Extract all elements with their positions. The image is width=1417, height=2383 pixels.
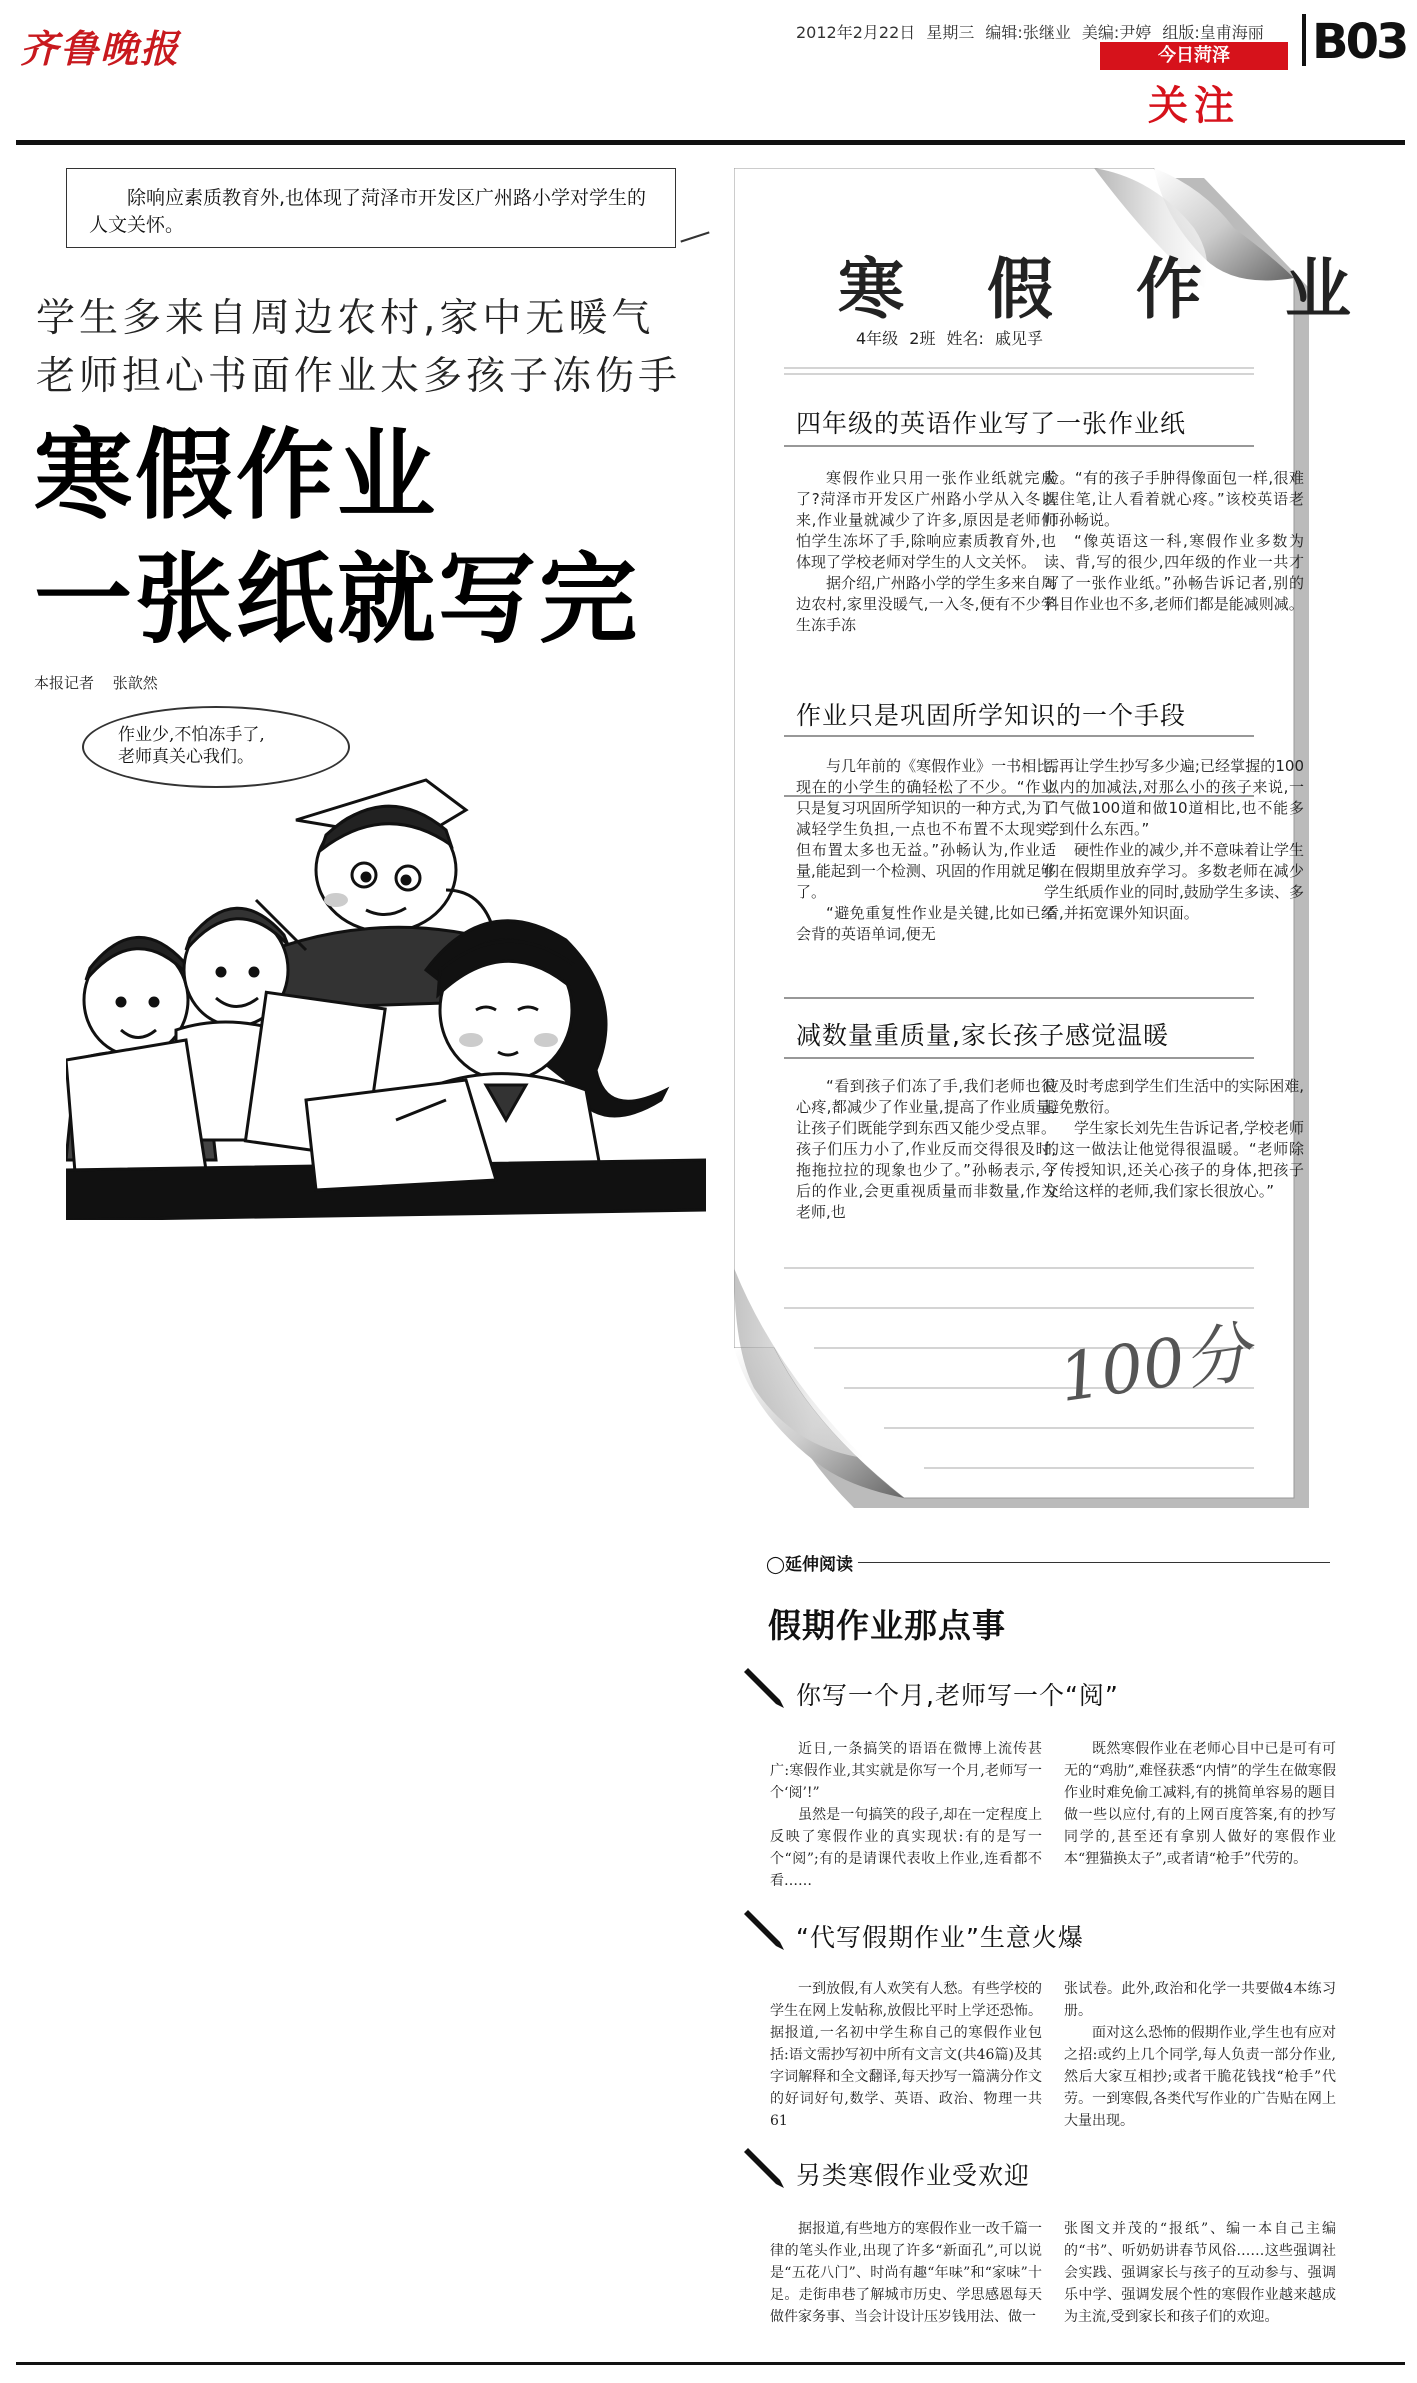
lead-box: 除响应素质教育外,也体现了菏泽市开发区广州路小学对学生的人文关怀。 xyxy=(66,168,676,248)
paper-class-line: 4年级 2班 姓名: 戚见孚 xyxy=(856,329,1044,348)
paragraph: 张图文并茂的“报纸”、编一本自己主编的“书”、听奶奶讲春节风俗……这些强调社会实践、强调家长与孩子的互动参与、强调乐中学、强调发展个性的寒假作业越来越成为主流,受到家长和孩子们的欢迎。 xyxy=(1064,2221,1336,2325)
section-label: 关注 xyxy=(1148,83,1240,129)
paragraph: 面对这么恐怖的假期作业,学生也有应对之招:或约上几个同学,每人负责一部分作业,然后大家互相抄;或者干脆花钱找“枪手”代劳。一到寒假,各类代写作业的广告贴在网上大量出现。 xyxy=(1064,2025,1336,2129)
extended-item-right-column xyxy=(1064,1738,1336,1870)
byline: 本报记者 张歆然 xyxy=(34,674,158,692)
paragraph: 硬性作业的减少,并不意味着让学生们在假期里放弃学习。多数老师在减少学生纸质作业的同时,鼓励学生多读、多看,并拓宽课外知识面。 xyxy=(1044,841,1304,922)
extended-reading-label xyxy=(766,1550,853,1575)
score-mark: 100分 xyxy=(1054,1313,1256,1417)
paragraph: 据介绍,广州路小学的学生多来自周边农村,家里没暖气,一入冬,便有不少学生冻手冻 xyxy=(796,574,1056,634)
circle-bullet-icon: ◯ xyxy=(766,1555,786,1575)
extended-item-heading: “代写假期作业”生意火爆 xyxy=(796,1923,1084,1952)
pen-icon xyxy=(742,2144,788,2190)
subheadline-line: 学生多来自周边农村,家中无暖气 xyxy=(36,296,655,341)
issue-meta: 2012年2月22日 星期三 编辑:张继业 美编:尹婷 组版:皇甫海丽 xyxy=(796,23,1264,42)
paper-section-right-column xyxy=(1044,1076,1304,1202)
extended-reading-text: 延伸阅读 xyxy=(785,1555,854,1575)
speech-line: 作业少,不怕冻手了, xyxy=(118,725,265,745)
paper-section-heading: 减数量重质量,家长孩子感觉温暖 xyxy=(796,1021,1169,1050)
paragraph: “像英语这一科,寒假作业多数为读、背,写的很少,四年级的作业一共才写了一张作业纸。”孙畅告诉记者,别的科目作业也不多,老师们都是能减则减。 xyxy=(1044,532,1304,613)
extended-item-heading: 你写一个月,老师写一个“阅” xyxy=(796,1681,1119,1710)
paper-section-left-column xyxy=(796,1076,1056,1223)
extended-item-left-column xyxy=(770,1738,1042,1892)
paragraph: 应及时考虑到学生们生活中的实际困难,避免敷衍。 xyxy=(1044,1077,1304,1116)
extended-item-right-column xyxy=(1064,2218,1336,2328)
paragraph: 据报道,有些地方的寒假作业一改千篇一律的笔头作业,出现了许多“新面孔”,可以说是“五花八门”、时尚有趣“年味”和“家味”十足。走街串巷了解城市历史、学思感恩每天做件家务事、当会计设计压岁钱用法、做一 xyxy=(770,2221,1042,2325)
paragraph: 张试卷。此外,政治和化学一共要做4本练习册。 xyxy=(1064,1981,1336,2019)
paper-section-left-column xyxy=(796,756,1056,945)
headline-line: 一张纸就写完 xyxy=(34,543,641,657)
paper-section-heading: 四年级的英语作业写了一张作业纸 xyxy=(796,409,1187,438)
paper-section-heading: 作业只是巩固所学知识的一个手段 xyxy=(796,701,1187,730)
paragraph: “看到孩子们冻了手,我们老师也很心疼,都减少了作业量,提高了作业质量,让孩子们既能学到东西又能少受点罪。孩子们压力小了,作业反而交得很及时,拖拖拉拉的现象也少了。”孙畅表示,今后的作业,会更重视质量而非数量,作为老师,也 xyxy=(796,1077,1056,1221)
extended-item-right-column xyxy=(1064,1978,1336,2132)
subheadline xyxy=(36,290,681,406)
paragraph: 寒假作业只用一张作业纸就完成了?菏泽市开发区广州路小学从入冬以来,作业量就减少了许多,原因是老师们怕学生冻坏了手,除响应素质教育外,也体现了学校老师对学生的人文关怀。 xyxy=(796,469,1056,571)
page-number: B03 xyxy=(1312,14,1407,70)
speech-bubble xyxy=(82,706,350,788)
cartoon-illustration xyxy=(66,740,706,1220)
paragraph: 既然寒假作业在老师心目中已是可有可无的“鸡肋”,难怪获悉“内情”的学生在做寒假作业时难免偷工减料,有的挑简单容易的题目做一些以应付,有的上网百度答案,有的抄写同学的,甚至还有拿别人做好的寒假作业本“狸猫换太子”,或者请“枪手”代劳的。 xyxy=(1064,1741,1336,1867)
paper-section-right-column xyxy=(1044,756,1304,924)
paper-section-right-column xyxy=(1044,468,1304,615)
extended-reading-rule xyxy=(858,1562,1330,1563)
paragraph: “避免重复性作业是关键,比如已经会背的英语单词,便无 xyxy=(796,904,1056,943)
subheadline-line: 老师担心书面作业太多孩子冻伤手 xyxy=(36,354,682,399)
header-rule xyxy=(16,140,1405,145)
paragraph: 一到放假,有人欢笑有人愁。有些学校的学生在网上发帖称,放假比平时上学还恐怖。据报道,一名初中学生称自己的寒假作业包括:语文需抄写初中所有文言文(共46篇)及其字词解释和全文翻译,每天抄写一篇满分作文的好词好句,数学、英语、政治、物理一共61 xyxy=(770,1981,1042,2129)
paragraph: 与几年前的《寒假作业》一书相比,现在的小学生的确轻松了不少。“作业只是复习巩固所学知识的一种方式,为了减轻学生负担,一点也不布置不太现实,但布置太多也无益。”孙畅认为,作业适量,能起到一个检测、巩固的作用就足够了。 xyxy=(796,757,1056,901)
headline-line: 寒假作业 xyxy=(34,419,439,533)
paragraph: 需再让学生抄写多少遍;已经掌握的100以内的加减法,对那么小的孩子来说,一口气做100道和做10道相比,也不能多学到什么东西。” xyxy=(1044,757,1304,838)
paper-section-left-column xyxy=(796,468,1056,636)
pen-icon xyxy=(742,1906,788,1952)
paper-title: 寒 假 作 业 xyxy=(838,251,1381,328)
paragraph: 近日,一条搞笑的语语在微博上流传甚广:寒假作业,其实就是你写一个月,老师写一个‘阅’!” xyxy=(770,1741,1042,1801)
extended-item-left-column xyxy=(770,2218,1042,2328)
lead-box-tail xyxy=(680,231,709,242)
headline xyxy=(34,414,640,662)
extended-reading-title: 假期作业那点事 xyxy=(768,1606,1006,1645)
paragraph: 学生家长刘先生告诉记者,学校老师的这一做法让他觉得很温暖。“老师除了传授知识,还关心孩子的身体,把孩子交给这样的老师,我们家长很放心。” xyxy=(1044,1119,1304,1200)
speech-line: 老师真关心我们。 xyxy=(118,747,254,767)
paragraph: 虽然是一句搞笑的段子,却在一定程度上反映了寒假作业的真实现状:有的是写一个“阅”;有的是请课代表收上作业,连看都不看…… xyxy=(770,1807,1042,1889)
extended-item-heading: 另类寒假作业受欢迎 xyxy=(796,2161,1031,2190)
paragraph: 脸。“有的孩子手肿得像面包一样,很难握住笔,让人看着就心疼。”该校英语老师孙畅说。 xyxy=(1044,469,1304,529)
newspaper-masthead: 齐鲁晚报 xyxy=(20,26,181,71)
extended-item-left-column xyxy=(770,1978,1042,2132)
region-tab: 今日菏泽 xyxy=(1100,42,1288,70)
footer-rule xyxy=(16,2362,1405,2365)
pen-icon xyxy=(742,1664,788,1710)
